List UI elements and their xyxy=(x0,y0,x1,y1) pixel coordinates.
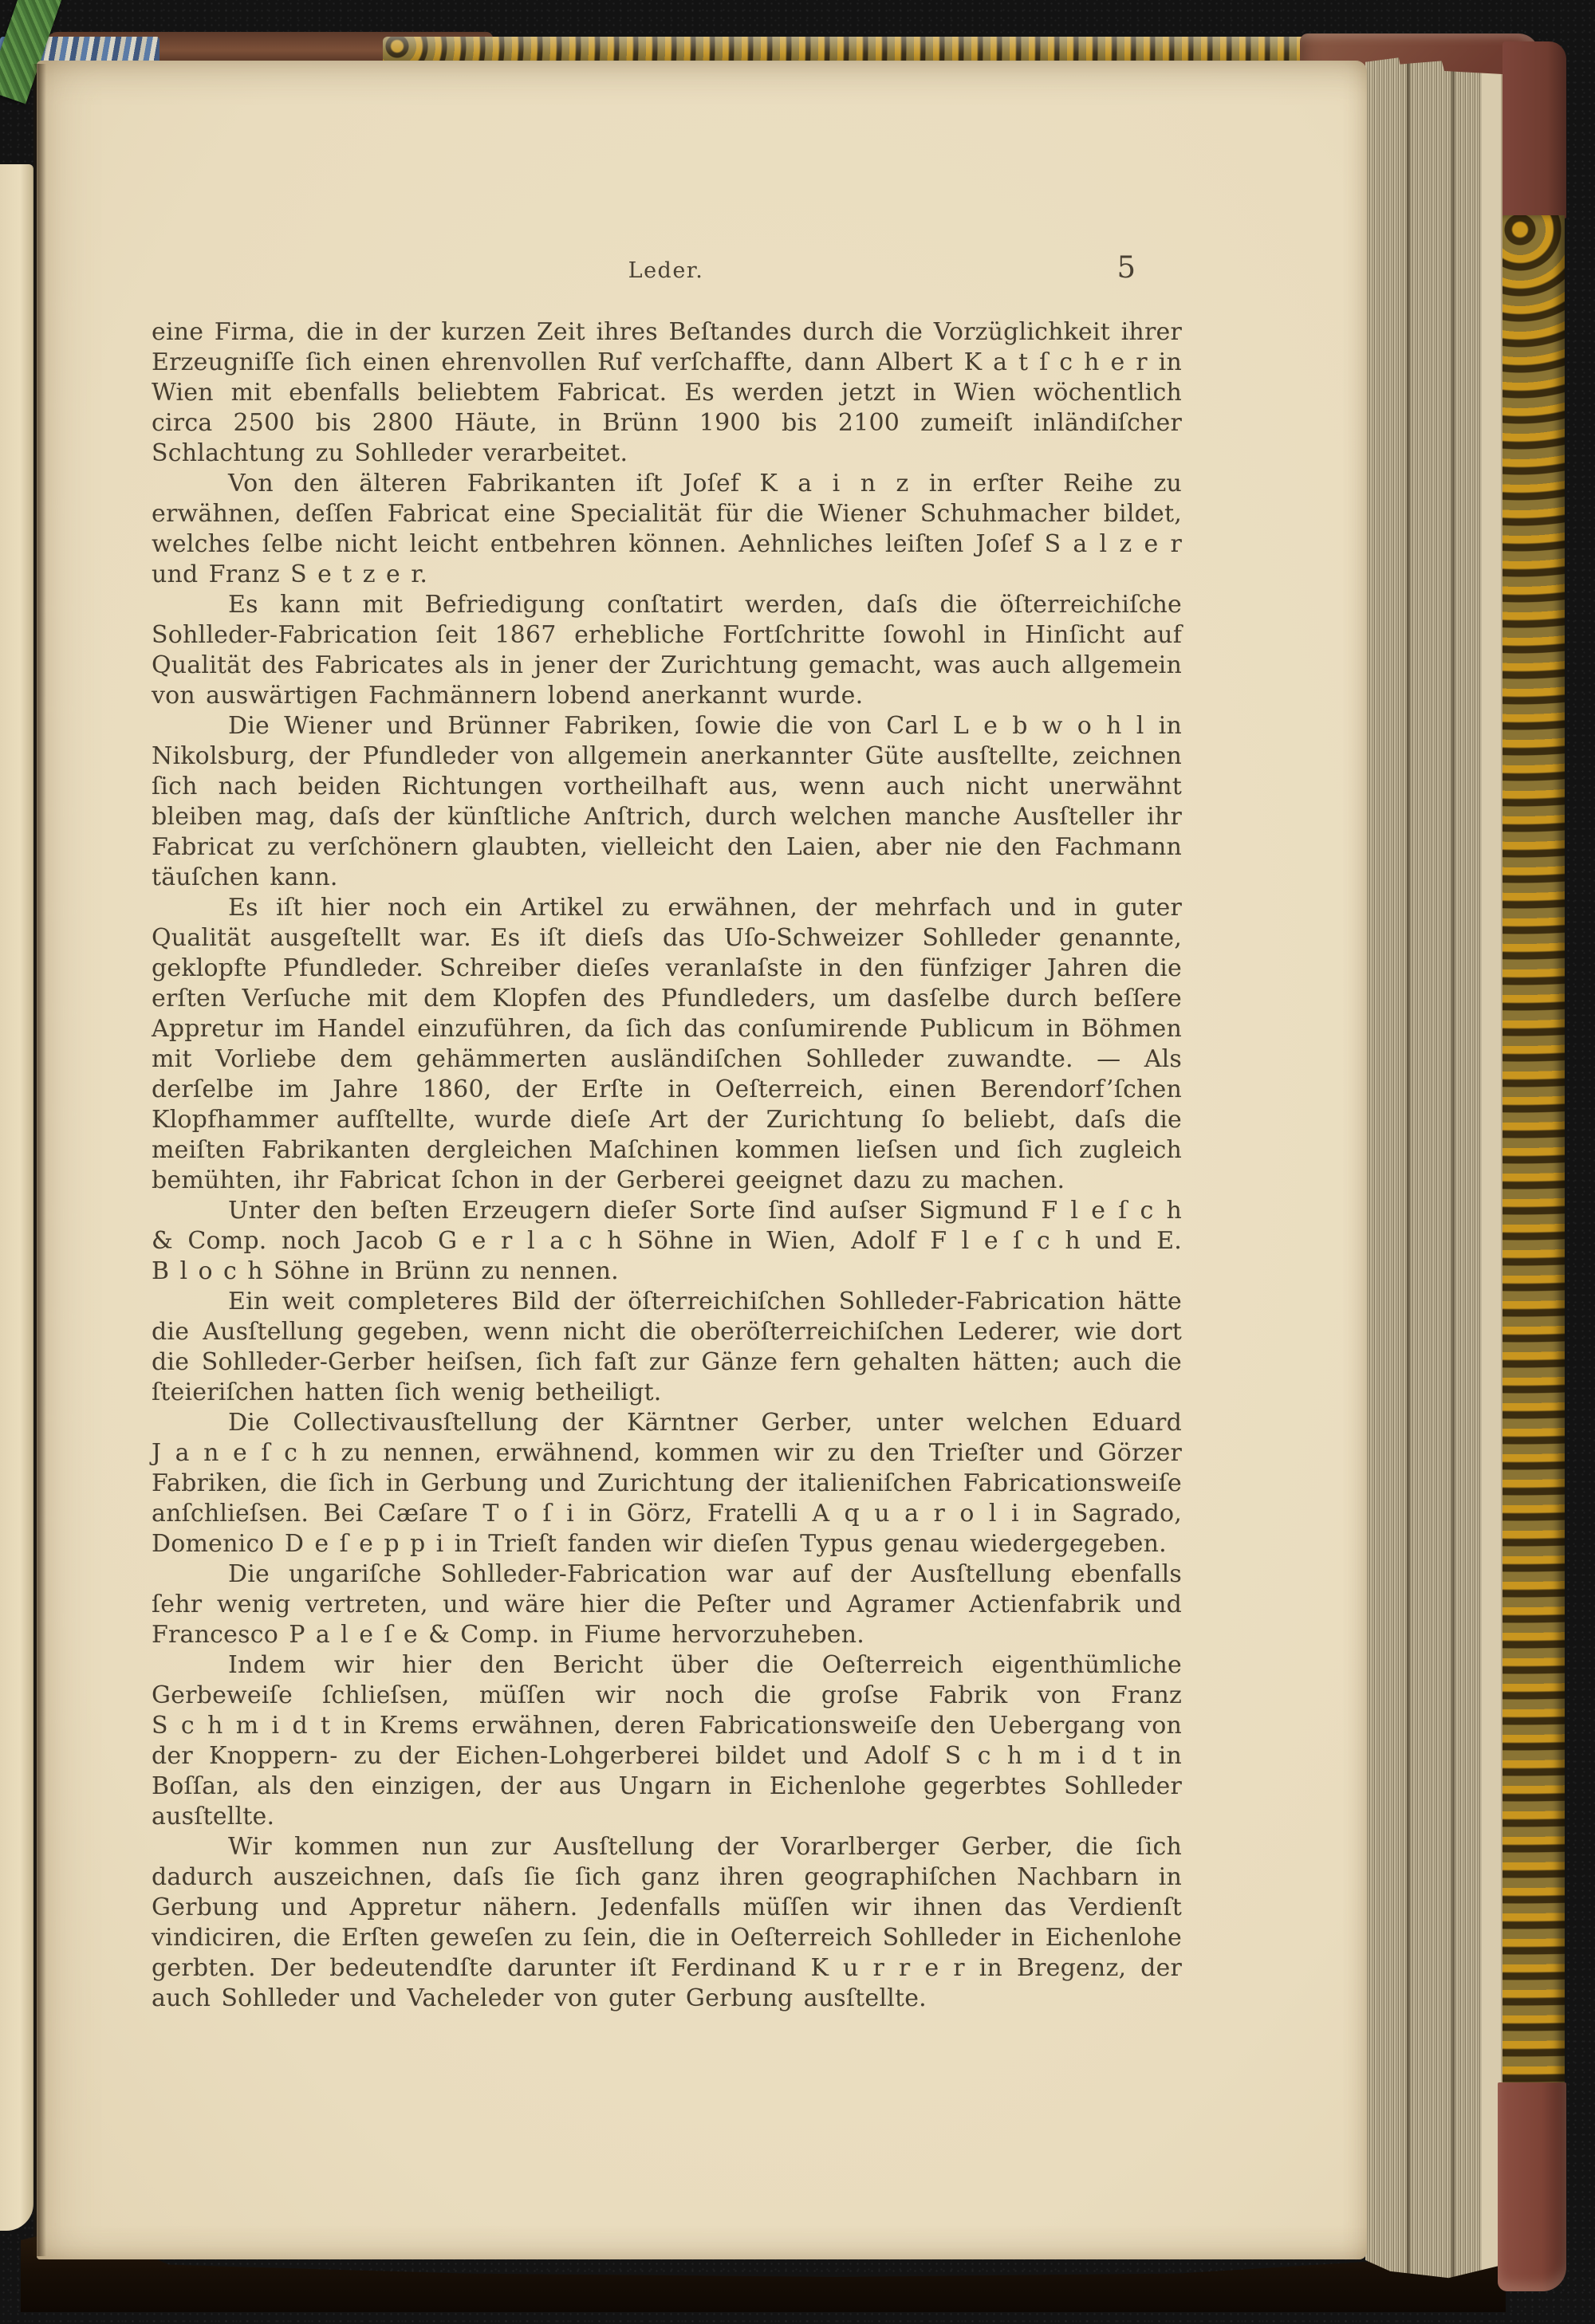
fore-edge-pages xyxy=(1365,54,1504,2280)
paragraph: Ein weit completeres Bild der öſterreichiſchen Sohlleder-Fabrication hätte die Ausſtellung gegeben, wenn nicht die oberöſterreichiſchen Lederer, wie dort die Sohlleder-Gerber heiſsen, ſich faſt zur Gänze fern gehalten hätten; auch die ſteieriſchen hatten ſich wenig betheiligt. xyxy=(152,1288,1182,1406)
paragraph: Die Wiener und Brünner Fabriken, ſowie die von Carl L e b w o h l in Nikolsburg, der Pfundleder von allgemein anerkannter Güte ausſtellte, zeichnen ſich nach beiden Richtungen vortheilhaft aus, wenn auch nicht unerwähnt bleiben mag, daſs der künſtliche Anſtrich, durch welchen manche Ausſteller ihr Fabricat zu verſchönern glaubten, vielleicht den Laien, aber nie den Fachmann täuſchen kann. xyxy=(152,712,1182,891)
paragraph: Indem wir hier den Bericht über die Oeſterreich eigenthümliche Gerbeweiſe ſchlieſsen, müſſen wir noch die groſse Fabrik von Franz S c h m i d t in Krems erwähnen, deren Fabricationsweiſe den Uebergang von der Knoppern- zu der Eichen-Lohgerberei bildet und Adolf S c h m i d t in Boſſan, als den einzigen, der aus Ungarn in Eichenlohe gegerbtes Sohlleder ausſtellte. xyxy=(152,1651,1182,1830)
paragraph: Es iſt hier noch ein Artikel zu erwähnen, der mehrfach und in guter Qualität ausgeſtellt war. Es iſt dieſs das Uſo-Schweizer Sohlleder genannte, geklopfte Pfundleder. Schreiber dieſes veranlaſste in den fünfziger Jahren die erſten Verſuche mit dem Klopfen des Pfundleders, um dasſelbe durch beſſere Appretur im Handel einzuführen, da ſich das conſumirende Publicum in Böhmen mit Vorliebe dem gehämmerten ausländiſchen Sohlleder zuwandte. — Als derſelbe im Jahre 1860, der Erſte in Oeſterreich, einen Berendorf’ſchen Klopfhammer aufſtellte, wurde dieſe Art der Zurichtung ſo beliebt, daſs die meiſten Fabrikanten dergleichen Maſchinen kommen lieſsen und ſich zugleich bemühten, ihr Fabricat ſchon in der Gerberei geeignet dazu zu machen. xyxy=(152,894,1182,1194)
header-title: Leder. xyxy=(628,258,704,283)
cover-edge-leather-top xyxy=(1502,41,1566,218)
facing-page-sliver xyxy=(0,164,33,2231)
page-number: 5 xyxy=(1116,250,1136,285)
gutter-shadow xyxy=(32,64,46,2256)
paragraph: Wir kommen nun zur Ausſtellung der Vorarlberger Gerber, die ſich dadurch auszeichnen, daſs ſie ſich ganz ihren geographiſchen Nachbarn in Gerbung und Appretur nähern. Jedenfalls müſſen wir ihnen das Verdienſt vindiciren, die Erſten geweſen zu ſein, die in Oeſterreich Sohlleder in Eichenlohe gerbten. Der bedeutendſte darunter iſt Ferdinand K u r r e r in Bregenz, der auch Sohlleder und Vacheleder von guter Gerbung ausſtellte. xyxy=(152,1833,1182,2012)
paragraph: Die Collectivausſtellung der Kärntner Gerber, unter welchen Eduard J a n e ſ c h zu nennen, erwähnend, kommen wir zu den Trieſter und Görzer Fabriken, die ſich in Gerbung und Zurichtung der italieniſchen Fabricationsweiſe anſchlieſsen. Bei Cæſare T o ſ i in Görz, Fratelli A q u a r o l i in Sagrado, Domenico D e ſ e p p i in Trieſt fanden wir dieſen Typus genau wiedergegeben. xyxy=(152,1409,1182,1558)
cover-edge-marble xyxy=(1502,215,1565,2084)
paragraph: eine Firma, die in der kurzen Zeit ihres Beſtandes durch die Vorzüglichkeit ihrer Erzeugniſſe ſich einen ehrenvollen Ruf verſchaffte, dann Albert K a t ſ c h e r in Wien mit ebenfalls beliebtem Fabricat. Es werden jetzt in Wien wöchentlich circa 2500 bis 2800 Häute, in Brünn 1900 bis 2100 zumeiſt inländiſcher Schlachtung zu Sohlleder verarbeitet. xyxy=(152,318,1182,467)
paragraph: Von den älteren Fabrikanten iſt Joſef K a i n z in erſter Reihe zu erwähnen, deſſen Fabricat eine Specialität für die Wiener Schuhmacher bildet, welches ſelbe nicht leicht entbehren können. Aehnliches leiſten Joſef S a l z e r und Franz S e t z e r. xyxy=(152,470,1182,588)
cover-edge-leather-bottom xyxy=(1498,2082,1566,2291)
text-block xyxy=(152,317,1182,2014)
paragraph: Es kann mit Befriedigung conſtatirt werden, daſs die öſterreichiſche Sohlleder-Fabrication ſeit 1867 erhebliche Fortſchritte ſowohl in Hinſicht auf Qualität des Fabricates als in jener der Zurichtung gemacht, was auch allgemein von auswärtigen Fachmännern lobend anerkannt wurde. xyxy=(152,591,1182,710)
paragraph: Die ungariſche Sohlleder-Fabrication war auf der Ausſtellung ebenfalls ſehr wenig vertreten, und wäre hier die Peſter und Agramer Actienfabrik und Francesco P a l e ſ e & Comp. in Fiume hervorzuheben. xyxy=(152,1560,1182,1649)
paragraph: Unter den beſten Erzeugern dieſer Sorte ſind auſser Sigmund F l e ſ c h & Comp. noch Jacob G e r l a c h Söhne in Wien, Adolf F l e ſ c h und E. B l o c h Söhne in Brünn zu nennen. xyxy=(152,1197,1182,1285)
running-header xyxy=(152,250,1180,298)
book-page xyxy=(37,61,1367,2259)
